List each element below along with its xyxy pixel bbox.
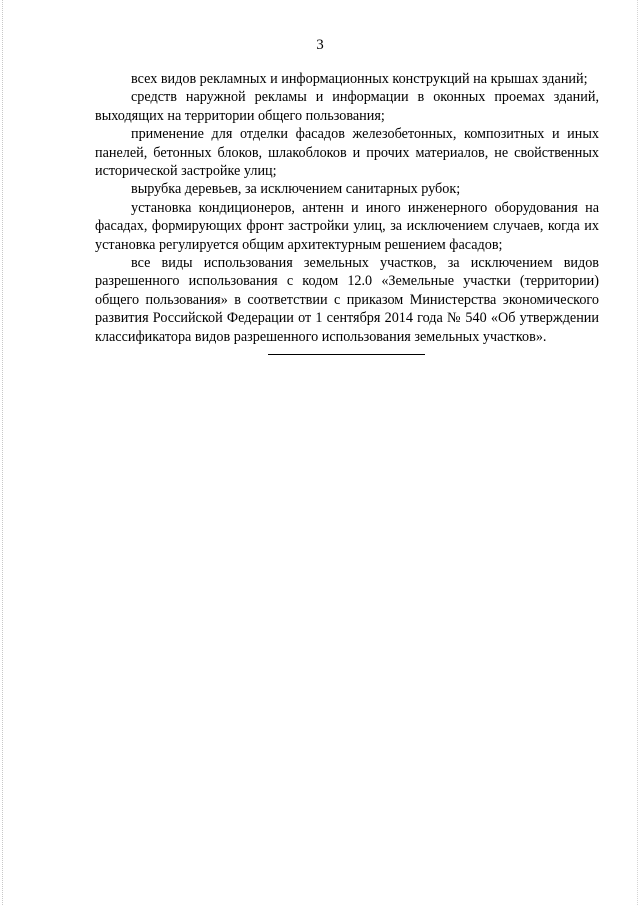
paragraph-land-use: все виды использования земельных участков, за исключением видов разрешенного использования с кодом 12.0 «Земельные участки (территории) общего пользования» в соответствии с приказом Министерства экономического развития Российской Федерации от 1 сентября 2014 года № 540 «Об утверждении классификатора видов разрешенного использования земельных участков».	[95, 255, 599, 345]
paragraph-window-advertising: средств наружной рекламы и информации в оконных проемах зданий, выходящих на территории общего пользования;	[95, 89, 599, 124]
document-body	[95, 70, 599, 346]
scan-edge-left	[2, 0, 3, 905]
paragraph-roof-advertising: всех видов рекламных и информационных конструкций на крышах зданий;	[131, 71, 588, 87]
page-number: 3	[316, 37, 324, 53]
paragraph-tree-felling: вырубка деревьев, за исключением санитарных рубок;	[131, 181, 461, 198]
scan-edge-right	[637, 0, 638, 905]
end-of-text-divider	[268, 354, 425, 355]
paragraph-equipment-installation: установка кондиционеров, антенн и иного инженерного оборудования на фасадах, формирующих фронт застройки улиц, за исключением случаев, когда их установка регулируется общим архитектурным решением фасадов;	[95, 199, 599, 253]
paragraph-facade-materials: применение для отделки фасадов железобетонных, композитных и иных панелей, бетонных блоков, шлакоблоков и прочих материалов, не свойственных исторической застройке улиц;	[95, 126, 599, 180]
